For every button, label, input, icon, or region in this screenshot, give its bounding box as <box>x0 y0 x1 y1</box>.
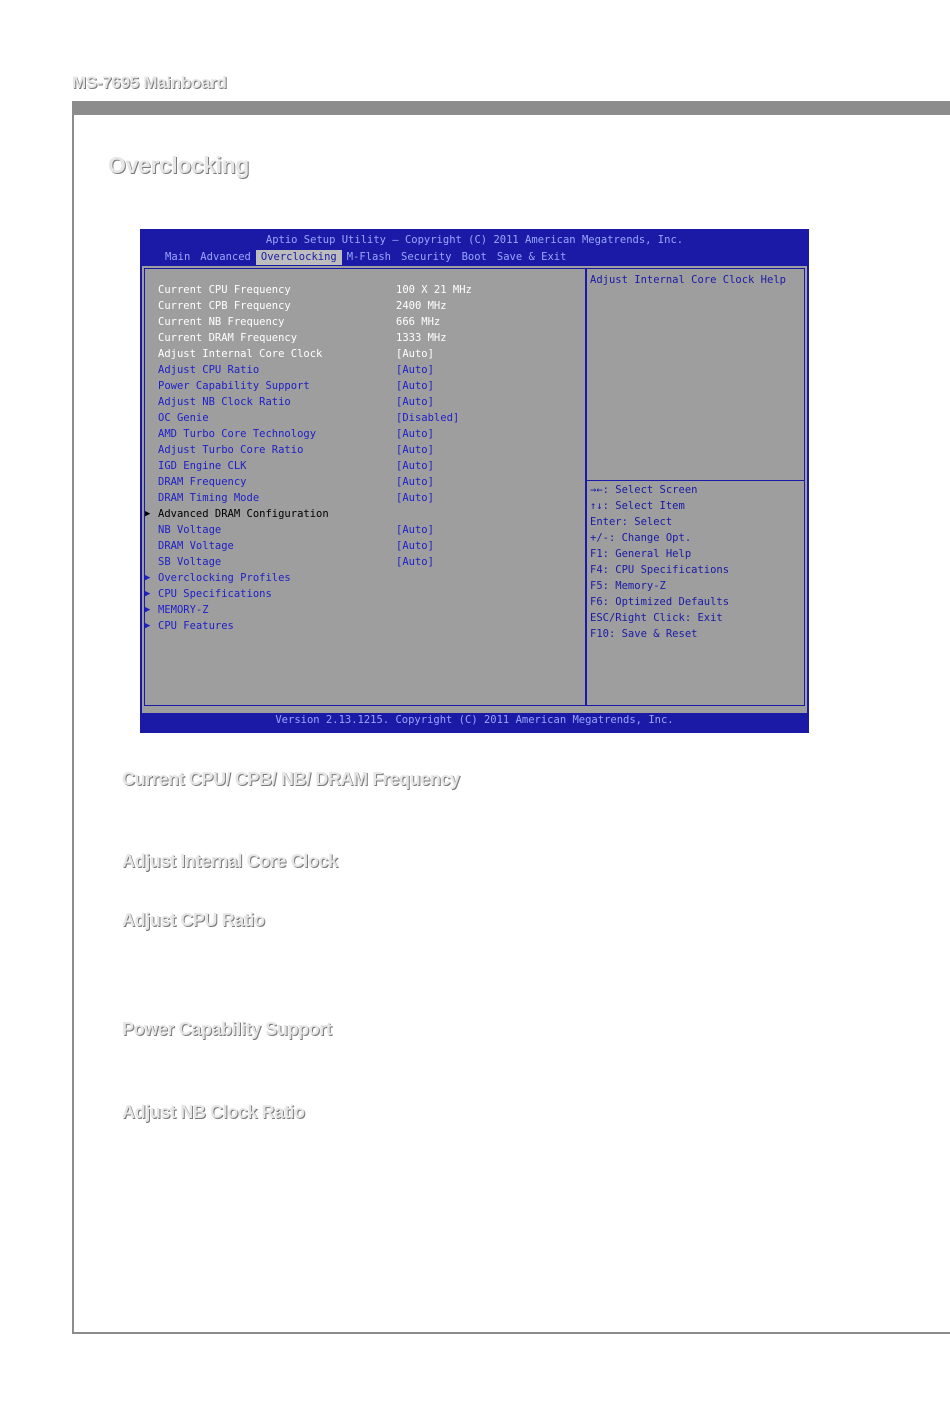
help-pane <box>586 268 805 706</box>
nav-help-line: +/-: Change Opt. <box>590 532 692 544</box>
nav-help-line: F4: CPU Specifications <box>590 564 730 576</box>
bottom-border-rule <box>72 1332 950 1334</box>
item-help-text: Adjust Internal Core Clock Help <box>590 274 786 286</box>
header-bar <box>72 101 950 115</box>
option-label: DRAM Voltage <box>158 540 234 552</box>
option-value: [Auto] <box>396 348 434 360</box>
nav-help-line: →←: Select Screen <box>590 484 698 496</box>
option-value: [Auto] <box>396 444 434 456</box>
option-label: NB Voltage <box>158 524 222 536</box>
tab-m-flash[interactable]: M-Flash <box>346 251 391 263</box>
tab-security[interactable]: Security <box>401 251 452 263</box>
nav-help-line: F1: General Help <box>590 548 692 560</box>
option-label: Adjust CPU Ratio <box>158 364 260 376</box>
heading-adjust-cpu-ratio: Adjust CPU Ratio <box>122 910 265 930</box>
nav-help-line: F5: Memory-Z <box>590 580 666 592</box>
option-value: [Auto] <box>396 524 434 536</box>
option-value: [Auto] <box>396 460 434 472</box>
section-title: Overclocking <box>108 152 249 178</box>
info-value: 2400 MHz <box>396 300 447 312</box>
option-label: Power Capability Support <box>158 380 310 392</box>
bios-title: Aptio Setup Utility – Copyright (C) 2011 American Megatrends, Inc. <box>265 234 684 246</box>
heading-current-frequency: Current CPU/ CPB/ NB/ DRAM Frequency <box>122 769 460 789</box>
option-label: AMD Turbo Core Technology <box>158 428 317 440</box>
bios-screenshot <box>140 229 809 733</box>
option-value: [Auto] <box>396 396 434 408</box>
option-value: [Auto] <box>396 556 434 568</box>
option-label: DRAM Timing Mode <box>158 492 260 504</box>
nav-help-line: F6: Optimized Defaults <box>590 596 730 608</box>
heading-power-capability-support: Power Capability Support <box>122 1019 332 1039</box>
help-divider <box>587 480 804 481</box>
nav-help-line: ESC/Right Click: Exit <box>590 612 723 624</box>
option-label: DRAM Frequency <box>158 476 247 488</box>
info-label: Current NB Frequency <box>158 316 285 328</box>
nav-help-line: ↑↓: Select Item <box>590 500 685 512</box>
tab-advanced[interactable]: Advanced <box>200 251 251 263</box>
nav-help-line: Enter: Select <box>590 516 673 528</box>
option-value: [Auto] <box>396 364 434 376</box>
info-label: Current CPU Frequency <box>158 284 291 296</box>
option-value: [Auto] <box>396 492 434 504</box>
submenu-label: MEMORY-Z <box>158 604 209 616</box>
heading-adjust-internal-core-clock: Adjust Internal Core Clock <box>122 851 338 871</box>
option-label: SB Voltage <box>158 556 222 568</box>
submenu-arrow-icon: ▶ <box>145 621 151 631</box>
tab-main[interactable]: Main <box>165 251 191 263</box>
nav-help-line: F10: Save & Reset <box>590 628 698 640</box>
submenu-arrow-icon: ▶ <box>145 573 151 583</box>
submenu-arrow-icon: ▶ <box>145 605 151 615</box>
option-value: [Auto] <box>396 380 434 392</box>
bios-body <box>142 266 807 713</box>
submenu-arrow-icon: ▶ <box>145 509 151 519</box>
submenu-arrow-icon: ▶ <box>145 589 151 599</box>
bios-footer: Version 2.13.1215. Copyright (C) 2011 American Megatrends, Inc. <box>275 714 674 726</box>
submenu-label: CPU Specifications <box>158 588 272 600</box>
option-value: [Auto] <box>396 476 434 488</box>
tab-save-exit[interactable]: Save & Exit <box>496 251 567 263</box>
option-label: Adjust NB Clock Ratio <box>158 396 291 408</box>
option-value: [Disabled] <box>396 412 460 424</box>
option-value: [Auto] <box>396 428 434 440</box>
option-label: Adjust Turbo Core Ratio <box>158 444 304 456</box>
document-header: MS-7695 Mainboard <box>72 73 227 92</box>
submenu-label: Overclocking Profiles <box>158 572 291 584</box>
submenu-label: Advanced DRAM Configuration <box>158 508 329 520</box>
settings-pane <box>144 268 586 706</box>
left-border-rule <box>72 101 74 1333</box>
info-label: Current CPB Frequency <box>158 300 291 312</box>
navigation-help <box>590 482 729 642</box>
bios-tab-bar <box>160 250 571 265</box>
info-value: 666 MHz <box>396 316 441 328</box>
info-value: 100 X 21 MHz <box>396 284 472 296</box>
heading-adjust-nb-clock-ratio: Adjust NB Clock Ratio <box>122 1102 305 1122</box>
option-label: Adjust Internal Core Clock <box>158 348 323 360</box>
tab-boot[interactable]: Boot <box>461 251 487 263</box>
info-value: 1333 MHz <box>396 332 447 344</box>
option-label: OC Genie <box>158 412 209 424</box>
option-label: IGD Engine CLK <box>158 460 247 472</box>
info-label: Current DRAM Frequency <box>158 332 298 344</box>
submenu-label: CPU Features <box>158 620 234 632</box>
option-value: [Auto] <box>396 540 434 552</box>
tab-overclocking[interactable]: Overclocking <box>256 250 342 265</box>
